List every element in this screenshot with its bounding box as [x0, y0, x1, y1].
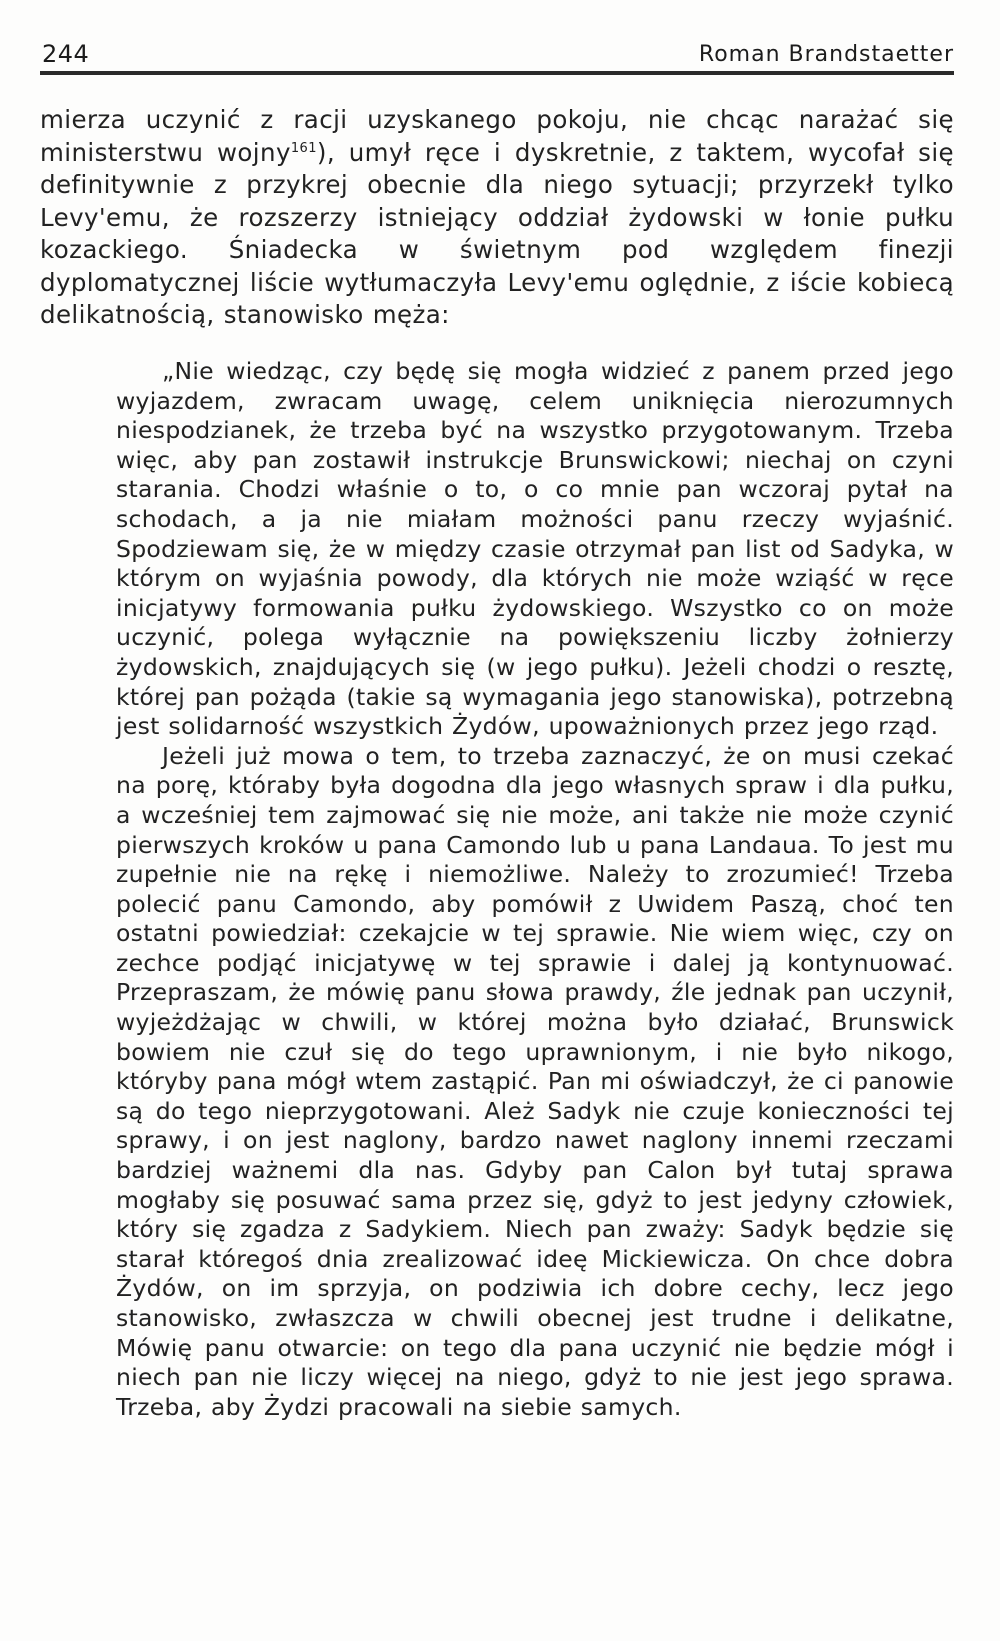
paragraph-1: [40, 104, 954, 332]
page-header: [40, 38, 954, 72]
running-head: Roman Brandstaetter: [698, 42, 954, 67]
body-paragraph: [40, 104, 954, 332]
page-number: 244: [42, 40, 90, 68]
quote-paragraph-1: „Nie wiedząc, czy będę się mogła widzieć z panem przed jego wyjazdem, zwracam uwagę, celem uniknięcia nierozumnych niespodzianek, że trzeba być na wszystko przygotowanym. Trzeba więc, aby pan zostawił instrukcje Brunswickowi; niechaj on czyni starania. Chodzi właśnie o to, o co mnie pan wczoraj pytał na schodach, a ja nie miałam możności panu rzeczy wyjaśnić. Spodziewam się, że w między czasie otrzymał pan list od Sadyka, w którym on wyjaśnia powody, dla których nie może wziąść w ręce inicjatywy formowania pułku żydowskiego. Wszystko co on może uczynić, polega wyłącznie na powiększeniu liczby żołnierzy żydowskich, znajdujących się (w jego pułku). Jeżeli chodzi o resztę, której pan pożąda (takie są wymagania jego stanowiska), potrzebną jest solidarność wszystkich Żydów, upoważnionych przez jego rząd.: [116, 357, 954, 741]
footnote-reference: 161: [290, 140, 317, 156]
paragraph-1-text-a: mierza uczynić z racji uzyskanego pokoju, nie chcąc narażać się ministerstwu wojny: [40, 105, 954, 167]
header-rule: [40, 71, 954, 75]
quoted-letter: [116, 357, 954, 1422]
paragraph-1-text-b: ), umył ręce i dyskretnie, z taktem, wycofał się definitywnie z przykrej obecnie dla niego sytuacji; przyrzekł tylko Levy'emu, że rozszerzy istniejący oddział żydowski w łonie pułku kozackiego. Śniadecka w świetnym pod względem finezji dyplomatycznej liście wytłumaczyła Levy'emu oględnie, z iście kobiecą delikatnością, stanowisko męża:: [40, 137, 955, 329]
quote-paragraph-2: Jeżeli już mowa o tem, to trzeba zaznaczyć, że on musi czekać na porę, którаby była dogodna dla jego własnych spraw i dla pułku, a wcześniej tem zajmować się nie może, ani także nie może czynić pierwszych kroków u pana Camondo lub u pana Landaua. To jest mu zupełnie nie na rękę i niemożliwe. Należy to zrozumieć! Trzeba polecić panu Camondo, aby pomówił z Uwidem Paszą, choć ten ostatni powiedział: czekajcie w tej sprawie. Nie wiem więc, czy on zechce podjąć inicjatywę w tej sprawie i dalej ją kontynuować. Przepraszam, że mówię panu słowa prawdy, źle jednak pan uczynił, wyjeżdżając w chwili, w której można było działać, Brunswick bowiem nie czuł się do tego uprawnionym, i nie było nikogo, którуby pana mógł wtem zastąpić. Pan mi oświadczył, że ci panowie są do tego nieprzygotowani. Ależ Sadyk nie czuje konieczności tej sprawy, i on jest naglony, bardzo nawet naglony innemi rzeczami bardziej ważnemi dla nas. Gdyby pan Calon był tutaj sprawa mogłaby się posuwać sama przez się, gdyż to jest jedyny człowiek, który się zgadza z Sadykiem. Niech pan zważy: Sadyk będzie się starał któregoś dnia zrealizować ideę Mickiewicza. On chce dobra Żydów, on im sprzyja, on podziwia ich dobre cechy, lecz jego stanowisko, zwłaszcza w chwili obecnej jest trudne i delikatne, Mówię panu otwarcie: on tego dla pana uczynić nie będzie mógł i niech pan nie liczy więcej na niego, gdyż to nie jest jego sprawa. Trzeba, aby Żydzi pracowali na siebie samych.: [116, 741, 954, 1421]
